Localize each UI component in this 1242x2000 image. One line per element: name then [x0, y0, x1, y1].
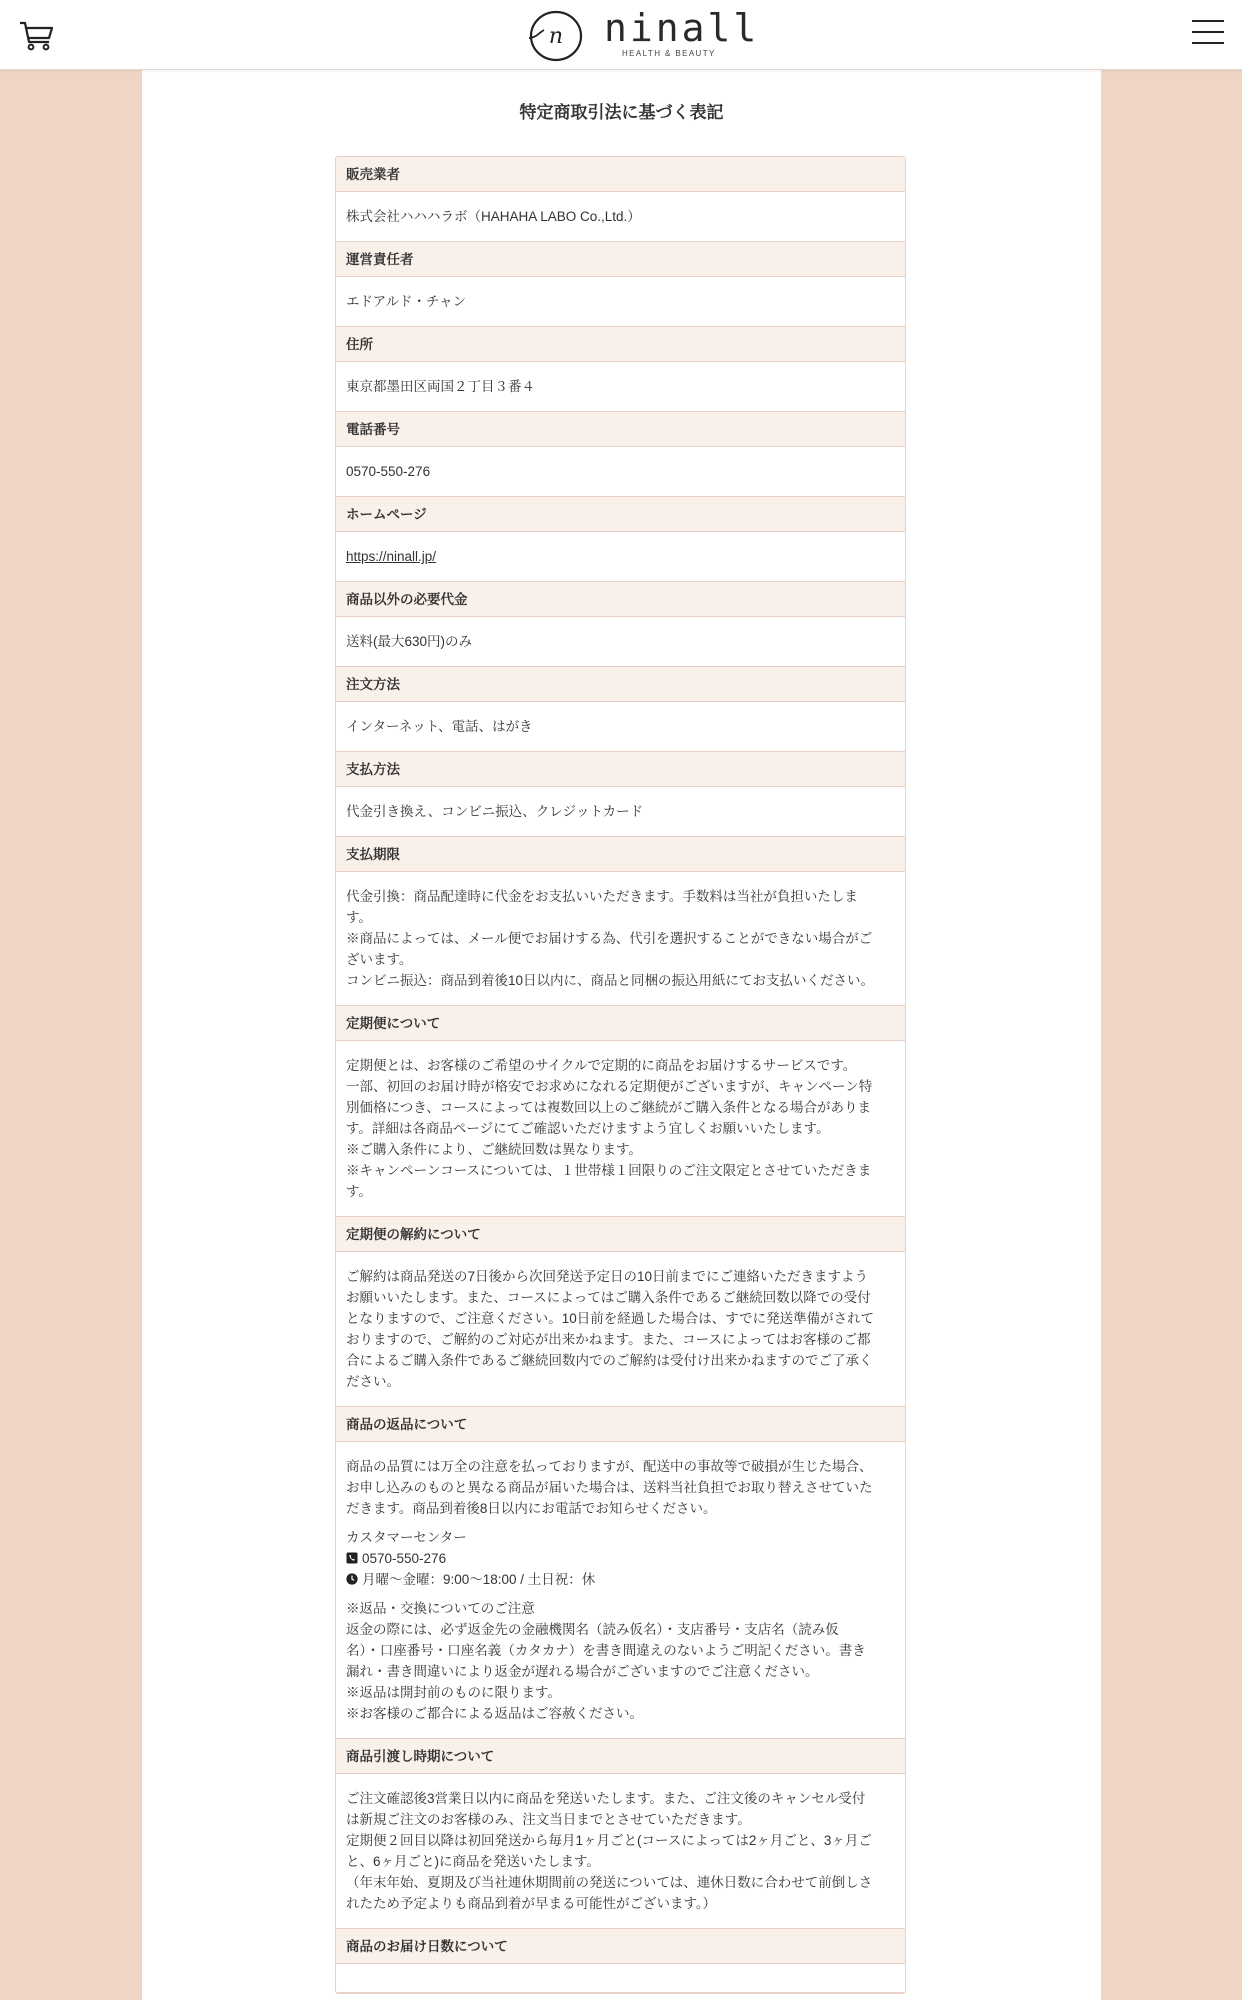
- row-value-line: インターネット、電話、はがき: [346, 719, 533, 734]
- logo-text: ninall: [604, 6, 760, 50]
- phone-icon: [346, 1552, 358, 1564]
- row-value: [336, 277, 905, 327]
- row-value-line: ※ご購入条件により、ご継続回数は異なります。: [346, 1142, 642, 1157]
- row-value-line: す。詳細は各商品ページにてご確認いただけますよう宜しくお願いいたします。: [346, 1121, 830, 1136]
- row-label: 住所: [336, 327, 905, 362]
- row-value: [336, 532, 905, 582]
- page-title: 特定商取引法に基づく表記: [519, 103, 724, 122]
- row-label: 支払方法: [336, 752, 905, 787]
- row-value-line: ※キャンペーンコースについては、１世帯様１回限りのご注文限定とさせていただきま: [346, 1163, 872, 1178]
- row-value: [336, 787, 905, 837]
- row-label: 支払期限: [336, 837, 905, 872]
- logo-mark-letter: n: [548, 24, 564, 49]
- main-content: [142, 70, 1101, 2000]
- row-value-line: は新規ご注文のお客様のみ、注文当日までとさせていただきます。: [346, 1812, 751, 1827]
- return-note-line: 返金の際には、必ず返金先の金融機関名（読み仮名）・支店番号・支店名（読み仮: [346, 1622, 839, 1637]
- return-intro-line: お申し込みのものと異なる商品が届いた場合は、送料当社負担でお取り替えさせていた: [346, 1480, 873, 1495]
- return-note-line: ※返品・交換についてのご注意: [346, 1601, 535, 1616]
- row-value-line: ざいます。: [346, 952, 413, 967]
- row-value-line: 東京都墨田区両国２丁目３番４: [346, 379, 535, 394]
- row-value-line: 合によるご購入条件であるご継続回数内でのご解約は受付け出来かねますのでご了承く: [346, 1353, 873, 1368]
- row-label: 運営責任者: [336, 242, 905, 277]
- row-value-line: 別価格につき、コースによっては複数回以上のご継続がご購入条件となる場合がありま: [346, 1100, 872, 1115]
- row-value-line: 株式会社ハハハラボ（HAHAHA LABO Co.,Ltd.）: [346, 209, 641, 224]
- row-label: ホームページ: [336, 497, 905, 532]
- row-value: [336, 702, 905, 752]
- row-value: [336, 1252, 905, 1407]
- row-value-line: す。: [346, 910, 372, 925]
- row-value: [336, 447, 905, 497]
- row-value-line: 代金引換：商品配達時に代金をお支払いいただきます。手数料は当社が負担いたしま: [346, 889, 858, 904]
- row-value-line: と、6ヶ月ごと)に商品を発送いたします。: [346, 1854, 600, 1869]
- customer-center-name: カスタマーセンター: [346, 1530, 467, 1545]
- row-value: [336, 362, 905, 412]
- row-value-line: ご解約は商品発送の7日後から次回発送予定日の10日前までにご連絡いただきますよう: [346, 1269, 869, 1284]
- row-label: 定期便の解約について: [336, 1217, 905, 1252]
- row-value-line: お願いいたします。また、コースによってはご購入条件であるご継続回数以降での受付: [346, 1290, 871, 1305]
- row-label: 商品以外の必要代金: [336, 582, 905, 617]
- customer-center-hours-text: 月曜〜金曜：9:00〜18:00 / 土日祝：休: [362, 1572, 596, 1587]
- row-value-line: おりますので、ご解約のご対応が出来かねます。また、コースによってはお客様のご都: [346, 1332, 871, 1347]
- homepage-link[interactable]: https://ninall.jp/: [346, 549, 437, 564]
- return-note-line: ※お客様のご都合による返品はご容赦ください。: [346, 1706, 643, 1721]
- row-value: [336, 617, 905, 667]
- row-value-line: ※商品によっては、メール便でお届けする為、代引を選択することができない場合がご: [346, 931, 873, 946]
- row-value-line: 定期便２回目以降は初回発送から毎月1ヶ月ごと(コースによっては2ヶ月ごと、3ヶ月ご: [346, 1833, 872, 1848]
- row-value-line: す。: [346, 1184, 372, 1199]
- row-label: 販売業者: [336, 157, 905, 192]
- row-value-line: エドアルド・チャン: [346, 294, 467, 309]
- row-value-line: となりますので、ご注意ください。10日前を経過した場合は、すでに発送準備がされて: [346, 1311, 875, 1326]
- ninall-logo[interactable]: [526, 6, 760, 62]
- return-note-line: ※返品は開封前のものに限ります。: [346, 1685, 561, 1700]
- row-label: 商品の返品について: [336, 1407, 905, 1442]
- row-value: [336, 1774, 905, 1929]
- row-label: 注文方法: [336, 667, 905, 702]
- customer-center-hours: [346, 1569, 895, 1590]
- row-value-line: 0570-550-276: [346, 464, 431, 479]
- row-value-line: （年末年始、夏期及び当社連休期間前の発送については、連休日数に合わせて前倒しさ: [346, 1875, 873, 1890]
- row-value-line: コンビニ振込：商品到着後10日以内に、商品と同梱の振込用紙にてお支払いください。: [346, 973, 875, 988]
- row-value-line: れたため予定よりも商品到着が早まる可能性がございます。）: [346, 1896, 717, 1911]
- legal-info-table: [335, 156, 906, 1994]
- row-label: 商品引渡し時期について: [336, 1739, 905, 1774]
- row-value: [336, 872, 905, 1006]
- row-value-line: 送料(最大630円)のみ: [346, 634, 473, 649]
- row-value: [336, 1964, 905, 1993]
- row-value: [336, 1041, 905, 1217]
- return-note-line: 名）・口座番号・口座名義（カタカナ）を書き間違えのないようご明記ください。書き: [346, 1643, 866, 1658]
- site-header: [0, 0, 1242, 70]
- return-intro-line: 商品の品質には万全の注意を払っておりますが、配送中の事故等で破損が生じた場合、: [346, 1459, 873, 1474]
- cart-icon[interactable]: [18, 16, 56, 54]
- row-value: [336, 192, 905, 242]
- logo-mark-icon: [526, 8, 584, 62]
- customer-center-phone-number: 0570-550-276: [362, 1551, 447, 1566]
- row-value-line: ご注文確認後3営業日以内に商品を発送いたします。また、ご注文後のキャンセル受付: [346, 1791, 866, 1806]
- row-value-line: 定期便とは、お客様のご希望のサイクルで定期的に商品をお届けするサービスです。: [346, 1058, 857, 1073]
- row-value: [336, 1442, 905, 1739]
- row-label: 電話番号: [336, 412, 905, 447]
- return-intro-line: だきます。商品到着後8日以内にお電話でお知らせください。: [346, 1501, 717, 1516]
- return-note-line: 漏れ・書き間違いにより返金が遅れる場合がございますのでご注意ください。: [346, 1664, 819, 1679]
- logo-subtext: HEALTH & BEAUTY: [622, 49, 716, 58]
- customer-center-phone: [346, 1548, 895, 1569]
- row-value-line: 代金引き換え、コンビニ振込、クレジットカード: [346, 804, 644, 819]
- row-value-line: 一部、初回のお届け時が格安でお求めになれる定期便がございますが、キャンペーン特: [346, 1079, 873, 1094]
- row-label: 定期便について: [336, 1006, 905, 1041]
- row-label: 商品のお届け日数について: [336, 1929, 905, 1964]
- clock-icon: [346, 1573, 358, 1585]
- row-value-line: ださい。: [346, 1374, 400, 1389]
- hamburger-menu-icon[interactable]: [1192, 20, 1224, 48]
